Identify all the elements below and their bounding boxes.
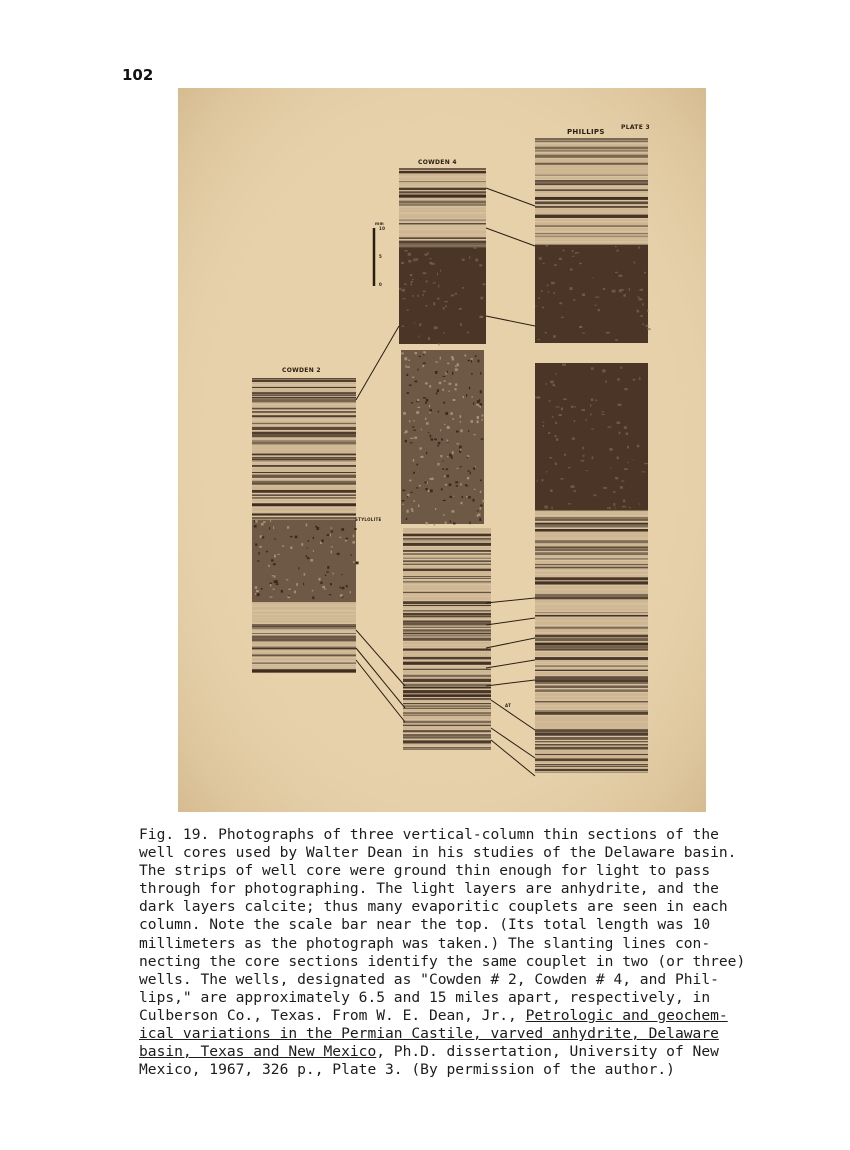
figure-caption <box>139 826 746 1079</box>
caption-line <box>139 1061 739 1079</box>
caption-text: Mexico, 1967, 326 p., Plate 3. (By permission of the author.) <box>139 1061 675 1079</box>
caption-text: through for photographing. The light layers are anhydrite, and the <box>139 880 719 898</box>
caption-text: well cores used by Walter Dean in his studies of the Delaware basin. <box>139 844 737 862</box>
scale-tick-0: 0 <box>379 282 383 287</box>
caption-line <box>139 880 739 898</box>
caption-line <box>139 1007 739 1025</box>
page-number: 102 <box>122 66 154 84</box>
column-label-cowden-4: COWDEN 4 <box>418 159 457 166</box>
core-sections-figure <box>178 88 706 812</box>
caption-line <box>139 862 739 880</box>
caption-line <box>139 898 739 916</box>
caption-text: Fig. 19. Photographs of three vertical-column thin sections of the <box>139 826 719 843</box>
caption-underlined-text: ical variations in the Permian Castile, varved anhydrite, Delaware <box>139 1025 719 1043</box>
core-cowden-2 <box>252 378 359 673</box>
column-label-cowden-2: COWDEN 2 <box>282 367 321 374</box>
caption-text: millimeters as the photograph was taken.) The slanting lines con- <box>139 934 711 952</box>
core-phillips-lower <box>535 363 648 773</box>
scale-tick-5: 5 <box>379 254 383 259</box>
caption-line <box>139 916 739 934</box>
caption-text: Culberson Co., Texas. From W. E. Dean, Jr., <box>139 1006 526 1024</box>
caption-line <box>139 826 739 844</box>
core-cowden-4-lower <box>403 528 491 750</box>
caption-underlined-text: Petrologic and geochem- <box>525 1006 728 1024</box>
caption-line <box>139 952 746 971</box>
caption-line <box>139 971 739 989</box>
caption-text: lips," are approximately 6.5 and 15 miles apart, respectively, in <box>139 988 711 1006</box>
plate-label: PLATE 3 <box>621 124 650 131</box>
caption-text: wells. The wells, designated as "Cowden # 2, Cowden # 4, and Phil- <box>139 970 719 988</box>
caption-line <box>139 989 739 1007</box>
core-phillips-upper <box>535 138 651 343</box>
caption-line <box>139 1043 739 1061</box>
at-label: AT <box>505 703 512 708</box>
caption-text: The strips of well core were ground thin enough for light to pass <box>139 862 711 880</box>
scale-tick-10: 10 <box>379 226 386 231</box>
stylolite-label: STYLOLITE <box>355 517 382 522</box>
column-label-phillips: PHILLIPS <box>567 128 605 136</box>
caption-line <box>139 935 739 953</box>
caption-line <box>139 844 739 862</box>
caption-line <box>139 1025 739 1043</box>
caption-text: necting the core sections identify the same couplet in two (or three) <box>139 952 746 970</box>
scale-unit-label: mm <box>375 221 384 226</box>
core-cowden-4-middle <box>401 350 484 526</box>
caption-text: dark layers calcite; thus many evaporitic couplets are seen in each <box>139 898 728 916</box>
core-cowden-4-upper <box>399 168 486 345</box>
plate-photograph <box>178 88 706 812</box>
caption-text: column. Note the scale bar near the top. (Its total length was 10 <box>139 916 711 934</box>
caption-underlined-text: basin, Texas and New Mexico <box>139 1043 377 1061</box>
caption-text: , Ph.D. dissertation, University of New <box>376 1043 719 1061</box>
